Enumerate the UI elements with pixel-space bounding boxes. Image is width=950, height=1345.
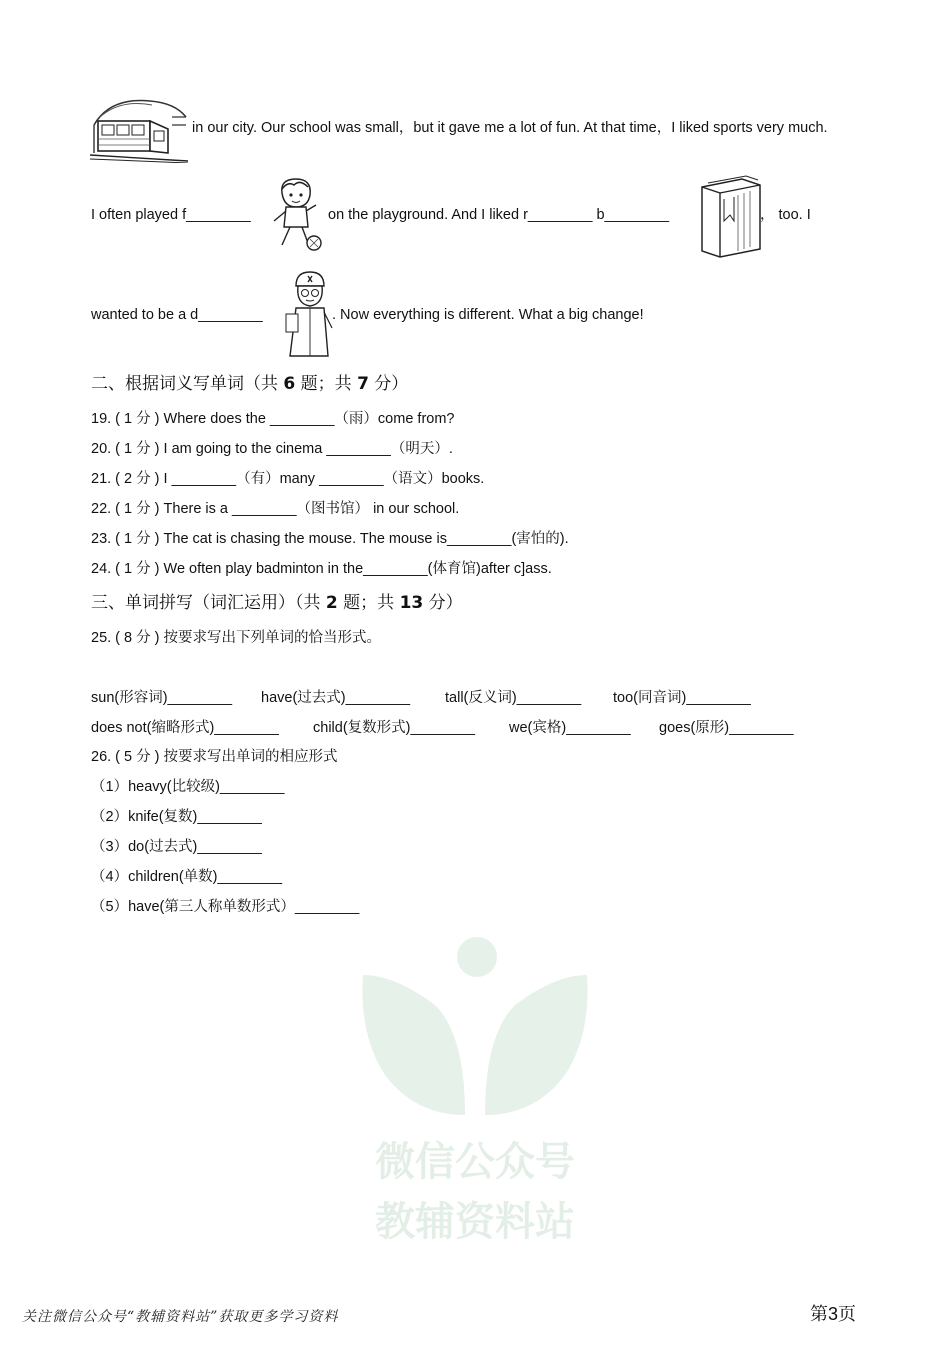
footer-note: 关注微信公众号“教辅资料站”获取更多学习资料: [22, 1309, 339, 1325]
question-23: 23. ( 1 分 ) The cat is chasing the mouse. The mouse is________(害怕的).: [91, 531, 569, 547]
section-3-heading: 三、单词拼写（词汇运用）（共 2 题；共 13 分）: [91, 593, 463, 613]
q26-item-5: （5）have(第三人称单数形式）________: [91, 899, 360, 915]
q26-item-2: （2）knife(复数)________: [91, 809, 262, 825]
passage-line-2-start: I often played f________: [91, 207, 251, 223]
question-19: 19. ( 1 分 ) Where does the ________（雨）come from?: [91, 411, 455, 427]
watermark-logo-leaf-left: [362, 975, 465, 1115]
watermark-line-1: 微信公众号: [375, 1139, 575, 1185]
q26-item-3: （3）do(过去式)________: [91, 839, 262, 855]
doctor-picture: [282, 268, 334, 360]
q25-item-sun: sun(形容词)________: [91, 690, 233, 706]
q26-item-1: （1）heavy(比较级)________: [91, 779, 285, 795]
q25-item-goes: goes(原形)________: [659, 720, 794, 736]
question-21: 21. ( 2 分 ) I ________（有）many ________（语文）books.: [91, 471, 485, 487]
question-20: 20. ( 1 分 ) I am going to the cinema ________（明天）.: [91, 441, 453, 457]
page-number: 第3页: [810, 1304, 857, 1324]
question-26-title: 26. ( 5 分 ) 按要求写出单词的相应形式: [91, 749, 338, 765]
train-picture: [90, 95, 188, 163]
passage-line-3-start: wanted to be a d________: [91, 307, 263, 323]
watermark-line-2: 教辅资料站: [375, 1199, 575, 1245]
q25-item-child: child(复数形式)________: [313, 720, 475, 736]
question-25-title: 25. ( 8 分 ) 按要求写出下列单词的恰当形式。: [91, 630, 382, 646]
watermark-logo-head: [457, 937, 497, 977]
q25-item-tall: tall(反义词)________: [445, 690, 582, 706]
q25-item-we: we(宾格)________: [509, 720, 631, 736]
q25-item-have: have(过去式)________: [261, 690, 411, 706]
books-picture: [698, 175, 764, 259]
q26-item-4: （4）children(单数)________: [91, 869, 283, 885]
football-boy-picture: [268, 175, 324, 253]
q25-item-does-not: does not(缩略形式)________: [91, 720, 279, 736]
question-24: 24. ( 1 分 ) We often play badminton in the________(体育馆)after c]ass.: [91, 561, 552, 577]
passage-line-1: in our city. Our school was small，but it gave me a lot of fun. At that time，I liked sports very much.: [192, 120, 828, 136]
watermark-logo-leaf-right: [485, 975, 588, 1115]
watermark: [355, 935, 595, 1255]
passage-line-2-end: ， too. I: [760, 207, 811, 223]
question-22: 22. ( 1 分 ) There is a ________（图书馆） in our school.: [91, 501, 460, 517]
section-2-heading: 二、根据词义写单词（共 6 题；共 7 分）: [91, 374, 409, 394]
q25-item-too: too(同音词)________: [613, 690, 751, 706]
passage-line-2-middle: on the playground. And I liked r________ b________: [328, 207, 670, 223]
passage-line-3-end: . Now everything is different. What a big change!: [332, 307, 644, 323]
